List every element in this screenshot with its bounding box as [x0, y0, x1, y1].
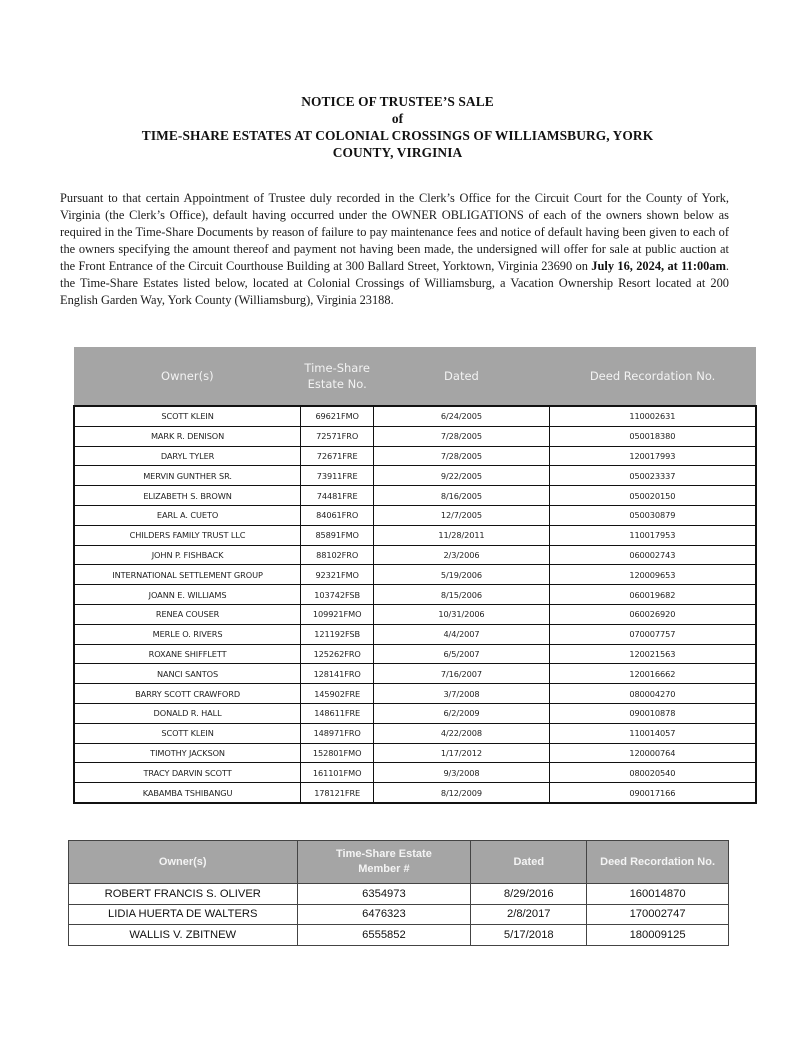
- owner-cell: INTERNATIONAL SETTLEMENT GROUP: [74, 565, 301, 585]
- paragraph-text-part1: Pursuant to that certain Appointment of Trustee duly recorded in the Clerk’s Office for the Circuit Court for the County of York, Virginia (the Clerk’s Office), default having occurred under the OWNER OBLIGATIONS of each of the owners shown below as required in the Time-Share Documents by reason of failure to pay maintenance fees and notice of default having been given to each of the owners specifying the amount thereof and payment not having been made, the undersigned will offer for sale at public auction at the Front Entrance of the Circuit Courthouse Building at 300 Ballard Street, Yorktown, Virginia 23690 on: [60, 191, 729, 274]
- table-row: [74, 703, 756, 723]
- dated-cell: 9/22/2005: [374, 466, 549, 486]
- dated-cell: 8/29/2016: [471, 884, 587, 905]
- table-row: [74, 565, 756, 585]
- dated-cell: 7/16/2007: [374, 664, 549, 684]
- deed-no-cell: 060026920: [549, 604, 756, 624]
- deed-no-cell: 070007757: [549, 624, 756, 644]
- estate-no-cell: 145902FRE: [301, 684, 374, 704]
- deed-no-cell: 050018380: [549, 426, 756, 446]
- dated-cell: 7/28/2005: [374, 446, 549, 466]
- dated-cell: 2/3/2006: [374, 545, 549, 565]
- timeshare-estates-table: [73, 347, 757, 804]
- table-row: [74, 644, 756, 664]
- table-row: [74, 624, 756, 644]
- owner-cell: MERVIN GUNTHER SR.: [74, 466, 301, 486]
- estate-no-cell: 92321FMO: [301, 565, 374, 585]
- owner-cell: TIMOTHY JACKSON: [74, 743, 301, 763]
- deed-no-cell: 080004270: [549, 684, 756, 704]
- dated-cell: 8/15/2006: [374, 585, 549, 605]
- owner-cell: JOANN E. WILLIAMS: [74, 585, 301, 605]
- table-row: [74, 684, 756, 704]
- member-estates-table: [68, 840, 729, 946]
- title-line-3: TIME-SHARE ESTATES AT COLONIAL CROSSINGS OF WILLIAMSBURG, YORK: [141, 128, 654, 143]
- estate-no-cell: 178121FRE: [301, 783, 374, 803]
- estate-no-cell: 148971FRO: [301, 723, 374, 743]
- owner-cell: EARL A. CUETO: [74, 505, 301, 525]
- deed-no-cell: 090017166: [549, 783, 756, 803]
- dated-cell: 5/19/2006: [374, 565, 549, 585]
- owner-cell: MERLE O. RIVERS: [74, 624, 301, 644]
- owner-cell: ELIZABETH S. BROWN: [74, 486, 301, 506]
- owner-cell: JOHN P. FISHBACK: [74, 545, 301, 565]
- deed-no-cell: 050020150: [549, 486, 756, 506]
- owner-cell: ROXANE SHIFFLETT: [74, 644, 301, 664]
- owner-cell: SCOTT KLEIN: [74, 723, 301, 743]
- deed-no-cell: 080020540: [549, 763, 756, 783]
- estate-no-cell: 74481FRE: [301, 486, 374, 506]
- owner-cell: NANCI SANTOS: [74, 664, 301, 684]
- estate-no-cell: 125262FRO: [301, 644, 374, 664]
- title-line-4: COUNTY, VIRGINIA: [332, 145, 463, 160]
- table-header-row: [74, 347, 756, 406]
- deed-no-cell: 110017953: [549, 525, 756, 545]
- deed-no-cell: 110002631: [549, 406, 756, 426]
- table-header-row: [69, 841, 729, 884]
- table-row: [74, 426, 756, 446]
- owner-cell: DONALD R. HALL: [74, 703, 301, 723]
- dated-cell: 1/17/2012: [374, 743, 549, 763]
- deed-no-cell: 060002743: [549, 545, 756, 565]
- header-deed-no: Deed Recordation No.: [587, 841, 729, 884]
- table-row: [74, 723, 756, 743]
- header-member-no-text: Time-Share Estate Member #: [336, 848, 432, 875]
- title-line-1: NOTICE OF TRUSTEE’S SALE: [301, 94, 494, 109]
- estate-no-cell: 152801FMO: [301, 743, 374, 763]
- estate-no-cell: 72571FRO: [301, 426, 374, 446]
- owner-cell: RENEA COUSER: [74, 604, 301, 624]
- estate-no-cell: 88102FRO: [301, 545, 374, 565]
- table-row: [74, 545, 756, 565]
- title-line-2: of: [391, 111, 404, 126]
- dated-cell: 11/28/2011: [374, 525, 549, 545]
- estate-no-cell: 103742FSB: [301, 585, 374, 605]
- estate-no-cell: 6354973: [297, 884, 471, 905]
- header-deed-no: Deed Recordation No.: [549, 347, 756, 406]
- notice-paragraph: [60, 190, 729, 309]
- estate-no-cell: 148611FRE: [301, 703, 374, 723]
- estate-no-cell: 6555852: [297, 925, 471, 946]
- paragraph-text-part2: . the Time-Share Estates listed below, located at Colonial Crossings of Williamsburg, a Vacation Ownership Resort located at 200 English Garden Way, York County (Williamsburg), Virginia 23188.: [60, 259, 730, 308]
- table-row: [74, 446, 756, 466]
- table-row: [69, 925, 729, 946]
- owner-cell: TRACY DARVIN SCOTT: [74, 763, 301, 783]
- deed-no-cell: 160014870: [587, 884, 729, 905]
- table-row: [74, 525, 756, 545]
- table-row: [74, 763, 756, 783]
- deed-no-cell: 060019682: [549, 585, 756, 605]
- table-row: [74, 664, 756, 684]
- owner-cell: MARK R. DENISON: [74, 426, 301, 446]
- table-row: [74, 505, 756, 525]
- dated-cell: 12/7/2005: [374, 505, 549, 525]
- dated-cell: 4/4/2007: [374, 624, 549, 644]
- estate-no-cell: 69621FMO: [301, 406, 374, 426]
- header-owners: Owner(s): [74, 347, 301, 406]
- estate-no-cell: 73911FRE: [301, 466, 374, 486]
- estate-no-cell: 109921FMO: [301, 604, 374, 624]
- deed-no-cell: 120021563: [549, 644, 756, 664]
- deed-no-cell: 090010878: [549, 703, 756, 723]
- table-body: [74, 406, 756, 803]
- header-estate-no-text: Time-Share Estate No.: [304, 361, 370, 391]
- header-estate-no: [301, 347, 374, 406]
- table-row: [74, 406, 756, 426]
- estate-no-cell: 85891FMO: [301, 525, 374, 545]
- table-row: [69, 884, 729, 905]
- dated-cell: 4/22/2008: [374, 723, 549, 743]
- deed-no-cell: 170002747: [587, 904, 729, 925]
- dated-cell: 2/8/2017: [471, 904, 587, 925]
- owner-cell: ROBERT FRANCIS S. OLIVER: [69, 884, 298, 905]
- table-row: [74, 466, 756, 486]
- owner-cell: KABAMBA TSHIBANGU: [74, 783, 301, 803]
- estate-no-cell: 161101FMO: [301, 763, 374, 783]
- dated-cell: 8/12/2009: [374, 783, 549, 803]
- deed-no-cell: 120009653: [549, 565, 756, 585]
- owner-cell: DARYL TYLER: [74, 446, 301, 466]
- owner-cell: LIDIA HUERTA DE WALTERS: [69, 904, 298, 925]
- header-dated: Dated: [471, 841, 587, 884]
- table-body: [69, 884, 729, 946]
- table-row: [74, 585, 756, 605]
- deed-no-cell: 120000764: [549, 743, 756, 763]
- header-dated: Dated: [374, 347, 549, 406]
- table-row: [74, 604, 756, 624]
- header-member-no: [297, 841, 471, 884]
- dated-cell: 6/2/2009: [374, 703, 549, 723]
- deed-no-cell: 050030879: [549, 505, 756, 525]
- deed-no-cell: 050023337: [549, 466, 756, 486]
- dated-cell: 6/24/2005: [374, 406, 549, 426]
- table-row: [74, 486, 756, 506]
- owner-cell: CHILDERS FAMILY TRUST LLC: [74, 525, 301, 545]
- dated-cell: 5/17/2018: [471, 925, 587, 946]
- estate-no-cell: 72671FRE: [301, 446, 374, 466]
- table-row: [74, 783, 756, 803]
- table-row: [69, 904, 729, 925]
- table-row: [74, 743, 756, 763]
- dated-cell: 9/3/2008: [374, 763, 549, 783]
- deed-no-cell: 120017993: [549, 446, 756, 466]
- owner-cell: BARRY SCOTT CRAWFORD: [74, 684, 301, 704]
- estate-no-cell: 6476323: [297, 904, 471, 925]
- header-owners: Owner(s): [69, 841, 298, 884]
- owner-cell: SCOTT KLEIN: [74, 406, 301, 426]
- dated-cell: 7/28/2005: [374, 426, 549, 446]
- dated-cell: 10/31/2006: [374, 604, 549, 624]
- notice-title: [60, 93, 735, 161]
- dated-cell: 3/7/2008: [374, 684, 549, 704]
- deed-no-cell: 110014057: [549, 723, 756, 743]
- owner-cell: WALLIS V. ZBITNEW: [69, 925, 298, 946]
- estate-no-cell: 128141FRO: [301, 664, 374, 684]
- dated-cell: 6/5/2007: [374, 644, 549, 664]
- sale-date: July 16, 2024, at 11:00am: [591, 259, 726, 274]
- deed-no-cell: 180009125: [587, 925, 729, 946]
- dated-cell: 8/16/2005: [374, 486, 549, 506]
- estate-no-cell: 84061FRO: [301, 505, 374, 525]
- estate-no-cell: 121192FSB: [301, 624, 374, 644]
- deed-no-cell: 120016662: [549, 664, 756, 684]
